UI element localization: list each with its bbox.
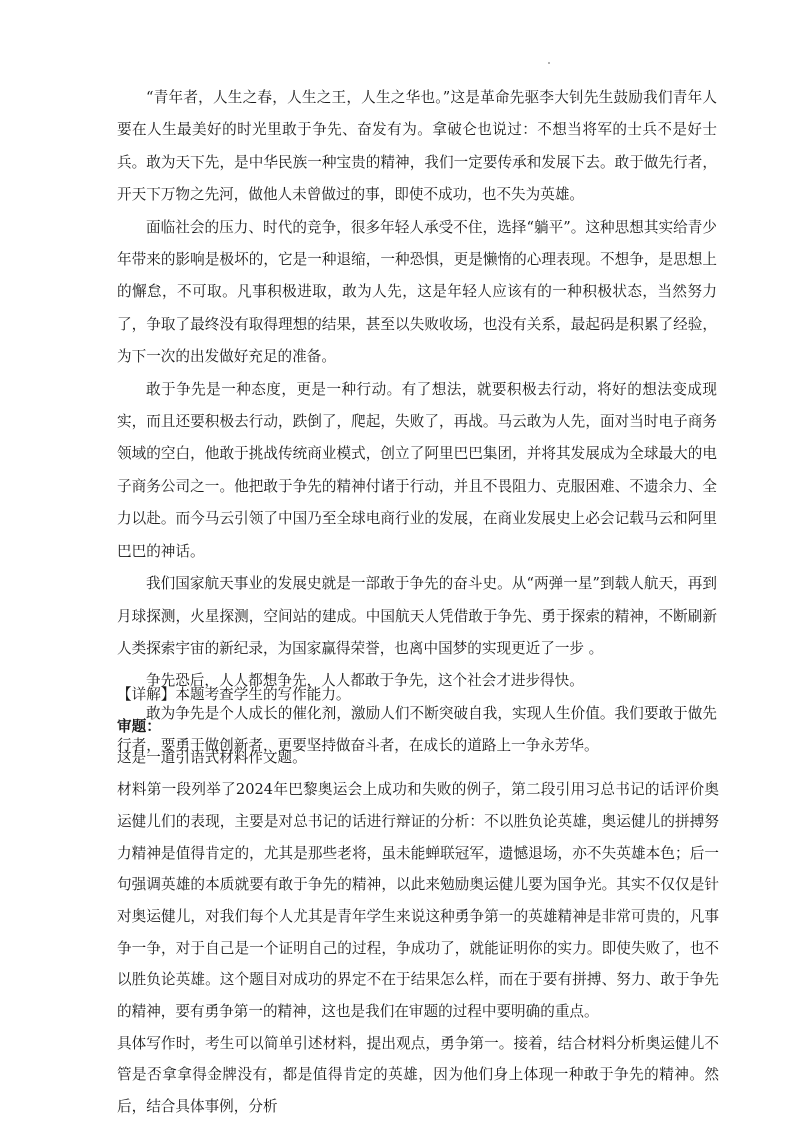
detail-heading: 【详解】本题考查学生的写作能力。: [117, 686, 351, 703]
review-label: 审题：: [117, 717, 161, 735]
scan-speck: [548, 62, 550, 64]
essay-paragraph: 面临社会的压力、时代的竞争，很多年轻人承受不住，选择“躺平”。这种思想其实给青少年带来的影响是极坏的，它是一种退缩，一种恐惧，更是懒惰的心理表现。不想争，是思想上的懈怠，不可取。凡事积极进取，敢为人先，这是年轻人应该有的一种积极状态，当然努力了，争取了最终没有取得理想的结果，甚至以失败收场，也没有关系，最起码是积累了经验，为下一次的出发做好充足的准备。: [117, 218, 717, 366]
detail-paragraph: 具体写作时，考生可以简单引述材料，提出观点，勇争第一。接着，结合材料分析奥运健儿不管是否拿拿得金牌没有，都是值得肯定的英雄，因为他们身上体现一种敢于争先的精神。然后，结合具体事例，分析: [117, 1034, 719, 1116]
essay-paragraph: 争先恐后，人人都想争先，人人都敢于争先，这个社会才进步得快。: [146, 672, 584, 690]
essay-paragraph: 敢为争先是个人成长的催化剂，激励人们不断突破自我，实现人生价值。我们要敢于做先行者，要勇于做创新者，更要坚持做奋斗者，在成长的道路上一争永芳华。: [117, 704, 717, 755]
detail-paragraph: 材料第一段列举了2024年巴黎奥运会上成功和失败的例子，第二段引用习总书记的话评价奥运健儿们的表现，主要是对总书记的话进行辩证的分析：不以胜负论英雄，奥运健儿的拼搏努力精神是值得肯定的，尤其是那些老将，虽未能蝉联冠军，遗憾退场，亦不失英雄本色；后一句强调英雄的本质就要有敢于争先的精神，以此来勉励奥运健儿要为国争光。其实不仅仅是针对奥运健儿，对我们每个人尤其是青年学生来说这种勇争第一的英雄精神是非常可贵的，凡事争一争，对于自己是一个证明自己的过程，争成功了，就能证明你的实力。即使失败了，也不以胜负论英雄。这个题目对成功的界定不在于结果怎么样，而在于要有拼搏、努力、敢于争先的精神，要有勇争第一的精神，这也是我们在审题的过程中要明确的重点。: [117, 781, 719, 1021]
essay-paragraph: 敢于争先是一种态度，更是一种行动。有了想法，就要积极去行动，将好的想法变成现实，而且还要积极去行动，跌倒了，爬起，失败了，再战。马云敢为人先，面对当时电子商务领域的空白，他敢于挑战传统商业模式，创立了阿里巴巴集团，并将其发展成为全球最大的电子商务公司之一。他把敢于争先的精神付诸于行动，并且不畏阻力、克服困难、不遗余力、全力以赴。而今马云引领了中国乃至全球电商行业的发展，在商业发展史上必会记载马云和阿里巴巴的神话。: [117, 380, 717, 560]
detail-section: [117, 679, 719, 1123]
essay-body: [117, 82, 717, 763]
essay-paragraph: 我们国家航天事业的发展史就是一部敢于争先的奋斗史。从“两弹一星”到载人航天，再到月球探测，火星探测，空间站的建成。中国航天人凭借敢于争先、勇于探索的精神，不断刷新人类探索宇宙的新纪录，为国家赢得荣誉，也离中国梦的实现更近了一步 。: [117, 575, 717, 657]
essay-paragraph: “青年者，人生之春，人生之王，人生之华也。”这是革命先驱李大钊先生鼓励我们青年人要在人生最美好的时光里敢于争先、奋发有为。拿破仑也说过：不想当将军的士兵不是好士兵。敢为天下先，是中华民族一种宝贵的精神，我们一定要传承和发展下去。敢于做先行者，开天下万物之先河，做他人未曾做过的事，即使不成功，也不失为英雄。: [117, 89, 717, 204]
detail-paragraph: 这是一道引语式材料作文题。: [117, 749, 307, 767]
